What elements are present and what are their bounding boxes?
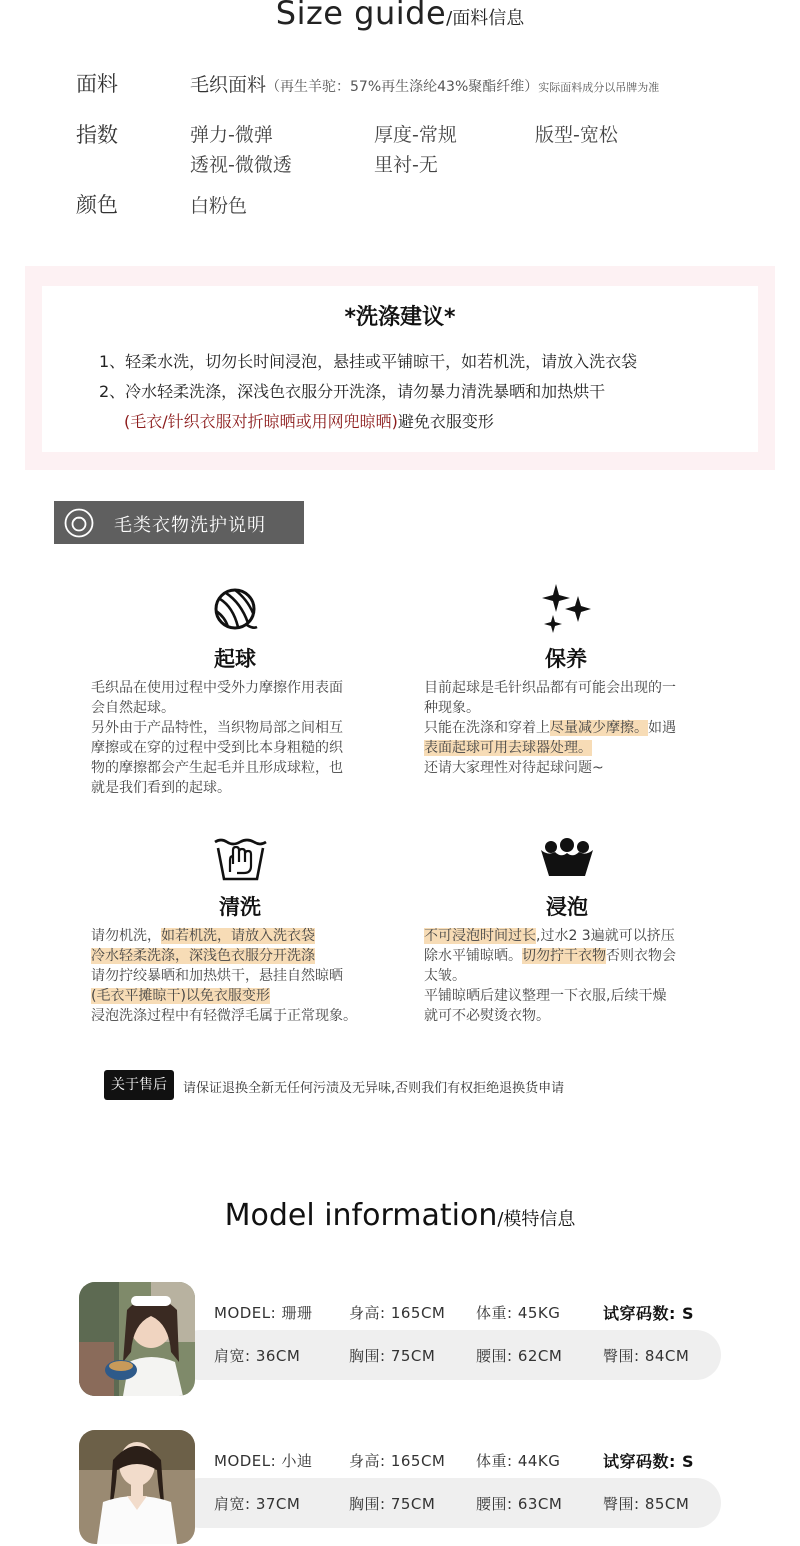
index-transparency: 透视-微微透 (190, 154, 292, 176)
card-pilling-line: 毛织品在使用过程中受外力摩擦作用表面 (91, 680, 343, 696)
card-pilling-line: 会自然起球。 (91, 700, 175, 716)
index-label: 指数 (76, 123, 118, 147)
card-washing-line: 请勿拧绞暴晒和加热烘干，悬挂自然晾晒 (91, 968, 343, 984)
model-waist: 腰围: 62CM (476, 1347, 563, 1365)
model-waist: 腰围: 63CM (476, 1495, 563, 1513)
care-banner (54, 501, 304, 544)
card-maintenance-line: 还请大家理性对待起球问题~ (424, 760, 604, 776)
card-maintenance-text: 如遇 (648, 720, 676, 736)
model-shoulder: 肩宽: 36CM (214, 1347, 301, 1365)
size-guide-title (0, 0, 800, 32)
yarn-ball-icon (211, 587, 259, 633)
card-pilling-line: 就是我们看到的起球。 (91, 780, 231, 796)
card-soaking-line (424, 946, 724, 966)
wash-line-3-rest: 避免衣服变形 (397, 412, 494, 431)
model-photo (79, 1430, 195, 1544)
card-soaking-highlight: 不可浸泡时间过长 (424, 928, 536, 944)
card-pilling-line: 摩擦或在穿的过程中受到比本身粗糙的织 (91, 740, 343, 756)
after-sale-tag: 关于售后 (104, 1070, 174, 1100)
model-weight: 体重: 44KG (476, 1452, 561, 1470)
card-washing-line (91, 946, 391, 966)
model-name: MODEL: 小迪 (214, 1452, 313, 1470)
card-soaking-text: 除水平铺晾晒。 (424, 948, 522, 964)
card-pilling-line: 物的摩擦都会产生起毛并且形成球粒，也 (91, 760, 343, 776)
card-maintenance-highlight: 尽量减少摩擦。 (550, 720, 648, 736)
fabric-label: 面料 (76, 72, 118, 96)
model-photo (79, 1282, 195, 1396)
card-maintenance-line (424, 718, 724, 738)
care-banner-text: 毛类衣物洗护说明 (114, 515, 266, 536)
index-fit: 版型-宽松 (535, 124, 618, 146)
card-soaking-text: 否则衣物会 (606, 948, 676, 964)
model-hip: 臀围: 85CM (603, 1495, 690, 1513)
card-soaking-body (424, 926, 724, 1026)
model-chest: 胸围: 75CM (349, 1347, 436, 1365)
soak-basin-icon (539, 838, 595, 878)
card-washing-line (91, 986, 391, 1006)
card-pilling-title: 起球 (214, 647, 256, 671)
card-soaking-highlight: 切勿拧干衣物 (522, 948, 606, 964)
size-guide-title-en: Size guide (275, 0, 447, 32)
card-washing-line: 浸泡洗涤过程中有轻微浮毛属于正常现象。 (91, 1008, 357, 1024)
model-shoulder: 肩宽: 37CM (214, 1495, 301, 1513)
card-washing-line (91, 926, 391, 946)
index-thickness: 厚度-常规 (374, 124, 457, 146)
fabric-detail: （再生羊驼：57%再生涤纶43%聚酯纤维） (266, 79, 539, 95)
fabric-main: 毛织面料 (190, 74, 267, 96)
card-maintenance-line: 种现象。 (424, 700, 480, 716)
wool-badge-icon (64, 508, 94, 538)
model-size: 试穿码数: S (603, 1452, 694, 1471)
wash-line-1: 1、轻柔水洗，切勿长时间浸泡，悬挂或平铺晾干，如若机洗，请放入洗衣袋 (99, 352, 638, 371)
model-weight: 体重: 45KG (476, 1304, 561, 1322)
model-height: 身高: 165CM (349, 1452, 446, 1470)
model-row (0, 1280, 800, 1400)
color-label: 颜色 (76, 193, 118, 217)
card-maintenance-text: 只能在洗涤和穿着上 (424, 720, 550, 736)
model-row (0, 1428, 800, 1546)
card-washing-body (91, 926, 391, 1026)
model-height: 身高: 165CM (349, 1304, 446, 1322)
hand-wash-icon (213, 832, 268, 882)
card-washing-text: 请勿机洗， (91, 928, 161, 944)
wash-line-3 (124, 409, 494, 432)
card-pilling-line: 另外由于产品特性，当织物局部之间相互 (91, 720, 343, 736)
model-info-title-cn: /模特信息 (497, 1209, 576, 1230)
card-maintenance-body (424, 678, 724, 778)
fabric-value (190, 70, 659, 97)
card-washing-highlight: 冷水轻柔洗涤，深浅色衣服分开洗涤 (91, 948, 315, 964)
fabric-note: 实际面料成分以吊牌为准 (538, 81, 660, 94)
card-maintenance-title: 保养 (545, 647, 587, 671)
sparkle-icon (540, 582, 592, 634)
model-hip: 臀围: 84CM (603, 1347, 690, 1365)
wash-line-2: 2、冷水轻柔洗涤，深浅色衣服分开洗涤，请勿暴力清洗暴晒和加热烘干 (99, 382, 606, 401)
card-pilling-body (91, 678, 391, 798)
card-washing-highlight: 如若机洗，请放入洗衣袋 (161, 928, 315, 944)
card-soaking-text: ,过水2 3遍就可以挤压 (536, 928, 675, 944)
card-soaking-line (424, 926, 724, 946)
card-maintenance-line (424, 738, 724, 758)
card-washing-highlight: (毛衣平摊晾干)以免衣服变形 (91, 988, 270, 1004)
wash-title: *洗涤建议* (344, 305, 456, 330)
model-info-title-en: Model information (224, 1198, 498, 1233)
model-size: 试穿码数: S (603, 1304, 694, 1323)
model-chest: 胸围: 75CM (349, 1495, 436, 1513)
after-sale-text: 请保证退换全新无任何污渍及无异味,否则我们有权拒绝退换货申请 (183, 1081, 565, 1096)
model-name: MODEL: 珊珊 (214, 1304, 313, 1322)
card-maintenance-highlight: 表面起球可用去球器处理。 (424, 740, 592, 756)
card-washing-title: 清洗 (219, 895, 261, 919)
model-info-title (0, 1198, 800, 1233)
color-value: 白粉色 (190, 195, 248, 217)
card-soaking-line: 就可不必熨烫衣物。 (424, 1008, 550, 1024)
card-soaking-line: 太皱。 (424, 968, 466, 984)
card-maintenance-line: 目前起球是毛针织品都有可能会出现的一 (424, 680, 676, 696)
card-soaking-line: 平铺晾晒后建议整理一下衣服,后续干燥 (424, 988, 667, 1004)
wash-line-3-red: (毛衣/针织衣服对折晾晒或用网兜晾晒) (124, 412, 398, 431)
size-guide-title-cn: /面料信息 (446, 8, 525, 29)
card-soaking-title: 浸泡 (546, 895, 588, 919)
index-elasticity: 弹力-微弹 (190, 124, 273, 146)
index-lining: 里衬-无 (374, 154, 438, 176)
